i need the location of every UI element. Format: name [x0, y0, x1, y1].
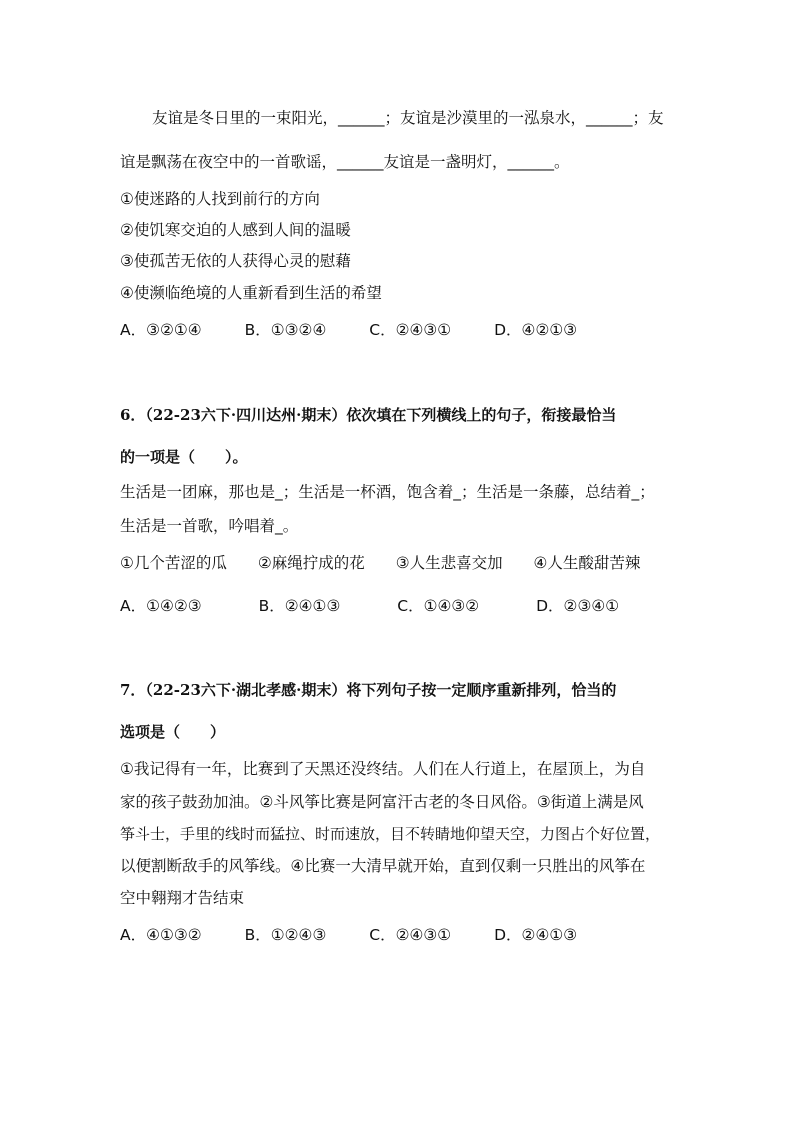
- q6-phrases: [120, 553, 640, 573]
- q7-text-line4: 以便割断敌手的风筝线。④比赛一大清早就开始，直到仅剩一只胜出的风筝在: [120, 857, 646, 875]
- q6-phrase-1: ①几个苦涩的瓜: [120, 554, 227, 572]
- q7-option-b[interactable]: B．①②④③: [244, 926, 327, 944]
- q7-text-line1: ①我记得有一年，比赛到了天黑还没终结。人们在人行道上，在屋顶上，为自: [120, 760, 646, 778]
- q5-item-1: ①使迷路的人找到前行的方向: [120, 190, 320, 208]
- q7-text-line2: 家的孩子鼓劲加油。②斗风筝比赛是阿富汗古老的冬日风俗。③街道上满是风: [120, 793, 644, 811]
- q6-stem-line2: 的一项是（ ）。: [120, 448, 248, 466]
- q7-stem-line1: 7．（22-23六下·湖北孝感·期末）将下列句子按一定顺序重新排列，恰当的: [120, 681, 617, 699]
- q5-item-2: ②使饥寒交迫的人感到人间的温暖: [120, 221, 351, 239]
- q6-phrase-4: ④人生酸甜苦辣: [533, 554, 641, 572]
- q6-stem-line1: 6．（22-23六下·四川达州·期末）依次填在下列横线上的句子，衔接最恰当: [120, 406, 617, 424]
- q7-text-line3: 筝斗士，手里的线时而猛拉、时而速放，目不转睛地仰望天空，力图占个好位置，: [120, 825, 661, 843]
- q7-text-line5: 空中翱翔才告结束: [120, 889, 245, 907]
- q6-phrase-3: ③人生悲喜交加: [395, 554, 503, 572]
- q7-stem-line2: 选项是（ ）: [120, 723, 226, 741]
- q6-option-a[interactable]: A．①④②③: [120, 597, 202, 615]
- q5-passage-line1: 友谊是冬日里的一束阳光，______；友谊是沙漠里的一泓泉水，______；友: [152, 109, 664, 127]
- q6-option-c[interactable]: C．①④③②: [397, 597, 480, 615]
- q5-passage-line2: 谊是飘荡在夜空中的一首歌谣，______友谊是一盏明灯，______。: [120, 153, 570, 171]
- q5-options: [120, 320, 577, 340]
- q5-option-a[interactable]: A．③②①④: [120, 321, 202, 339]
- q7-options: [120, 925, 577, 945]
- q6-option-b[interactable]: B．②④①③: [258, 597, 341, 615]
- q6-text-line1: 生活是一团麻，那也是_；生活是一杯酒，饱含着_；生活是一条藤，总结着_；: [120, 483, 655, 501]
- q7-option-d[interactable]: D．②④①③: [494, 926, 578, 944]
- q6-text-line2: 生活是一首歌，吟唱着_。: [120, 517, 299, 535]
- q7-option-a[interactable]: A．④①③②: [120, 926, 202, 944]
- q6-phrase-2: ②麻绳拧成的花: [257, 554, 365, 572]
- q6-option-d[interactable]: D．②③④①: [536, 597, 620, 615]
- q5-option-b[interactable]: B．①③②④: [244, 321, 327, 339]
- q6-options: [120, 596, 619, 616]
- q5-option-d[interactable]: D．④②①③: [494, 321, 578, 339]
- q5-item-3: ③使孤苦无依的人获得心灵的慰藉: [120, 252, 351, 270]
- q7-option-c[interactable]: C．②④③①: [369, 926, 452, 944]
- q5-item-4: ④使濒临绝境的人重新看到生活的希望: [120, 284, 382, 302]
- q5-option-c[interactable]: C．②④③①: [369, 321, 452, 339]
